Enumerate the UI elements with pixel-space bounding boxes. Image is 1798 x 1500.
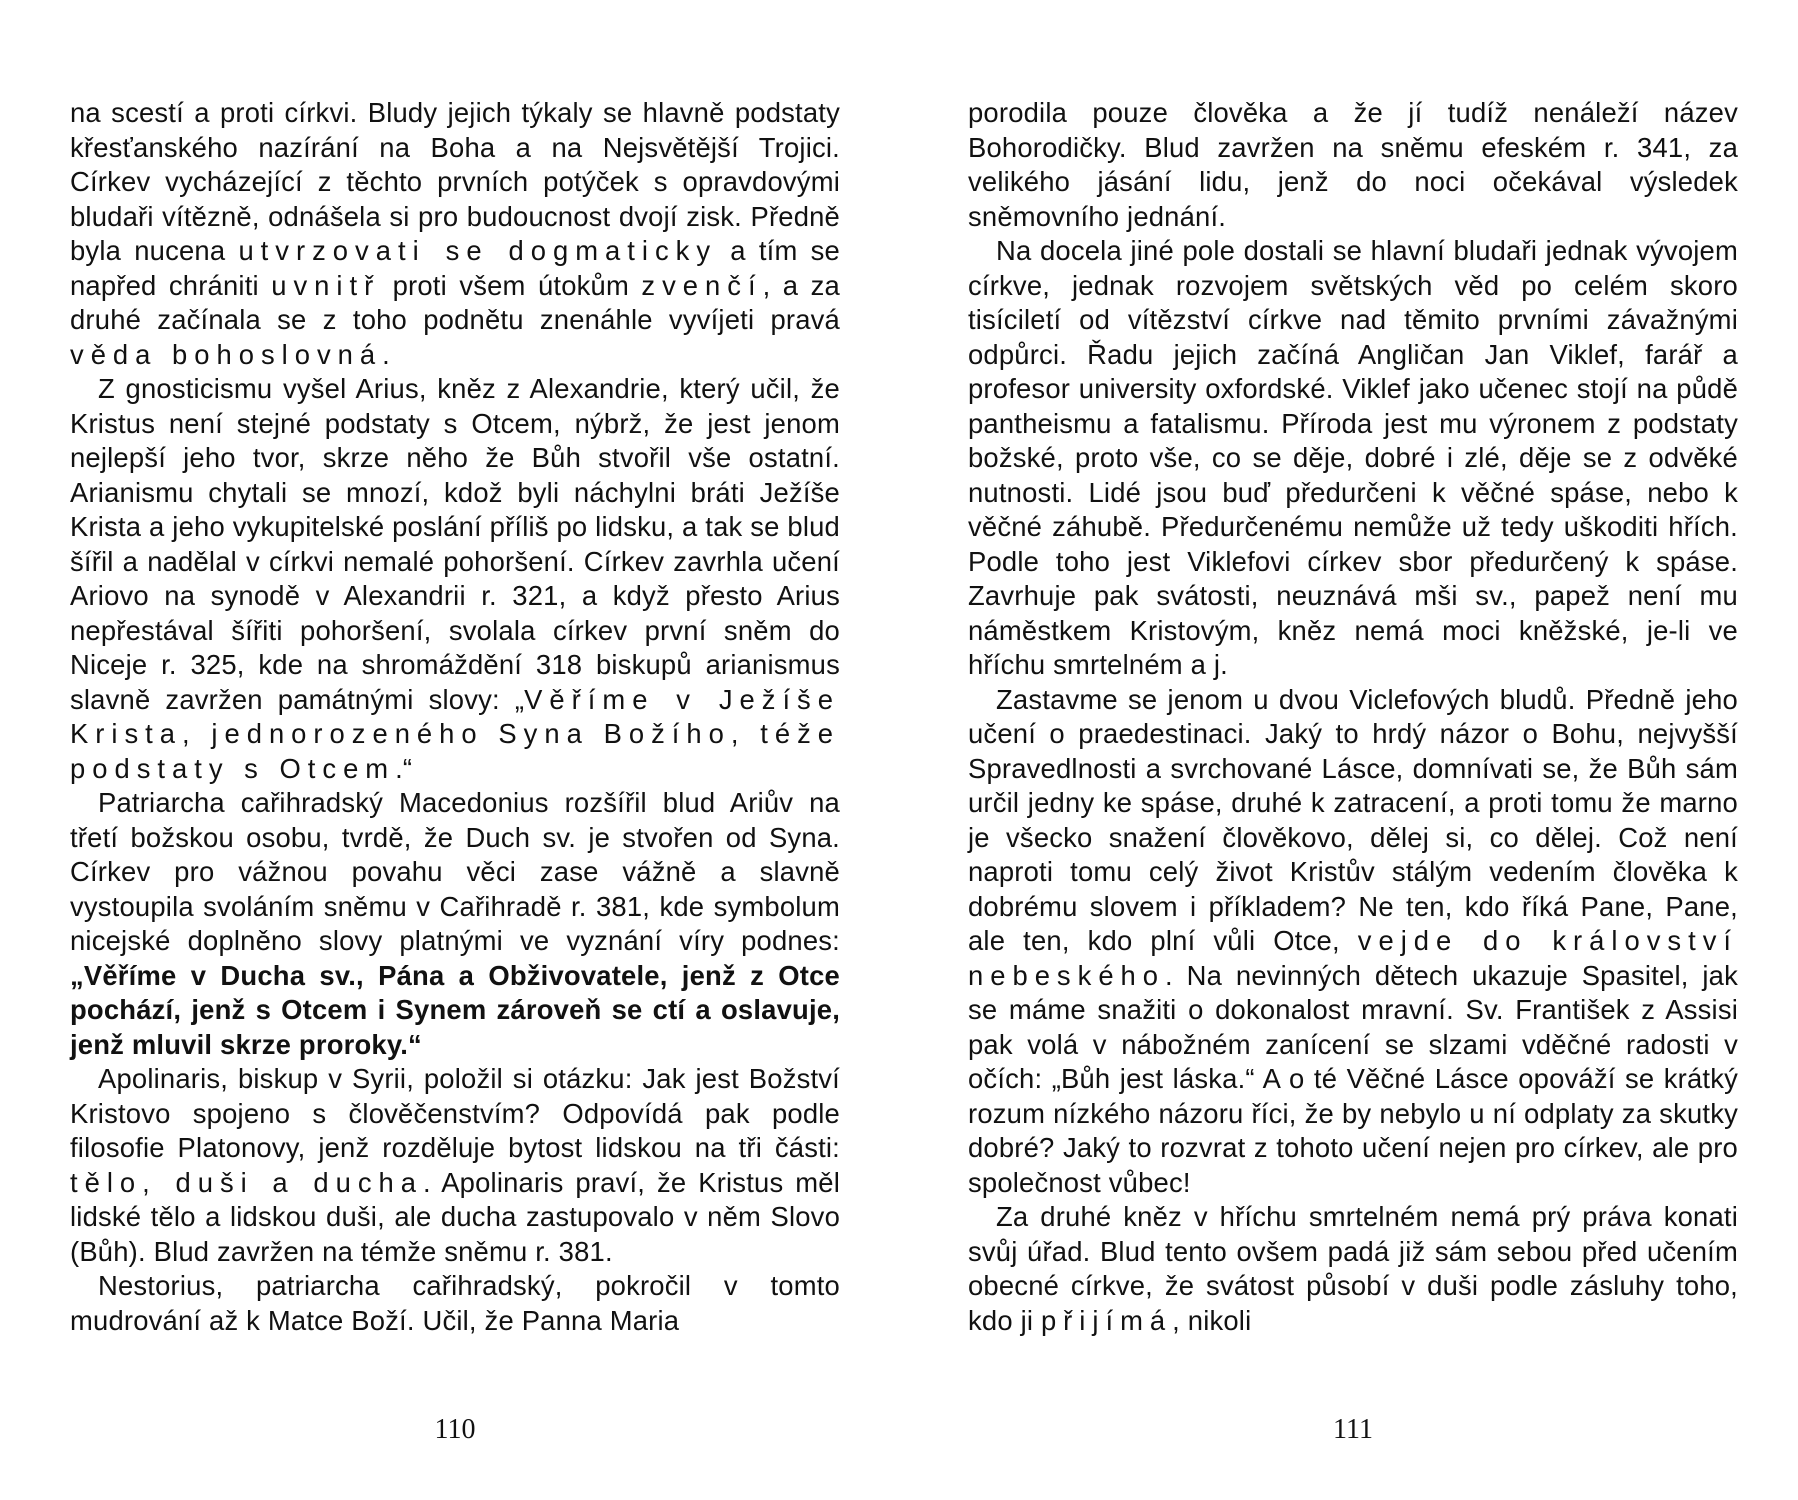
paragraph: Nestorius, patriarcha cařihradský, pokročil v tomto mudrování až k Matce Boží. Učil, že Panna Maria: [70, 1270, 840, 1336]
right-text-column: [968, 96, 1738, 1396]
paragraph: Patriarcha cařihradský Macedonius rozšířil blud Ariův na třetí božskou osobu, tvrdě, že Duch sv. je stvořen od Syna. Církev pro vážnou povahu věci zase vážně a slavně vystoupila svoláním sněmu v Cařihradě r. 381, kde symbolum nicejské doplněno slovy platnými ve vyznání víry podnes: „Věříme v Ducha sv., Pána a Obživovatele, jenž z Otce pochází, jenž s Otcem i Synem zároveň se ctí a oslavuje, jenž mluvil skrze proroky.“: [70, 787, 840, 1060]
paragraph: Na docela jiné pole dostali se hlavní bludaři jednak vývojem církve, jednak rozvojem světských věd po celém skoro tisíciletí od vítězství církve nad těmito prvními závažnými odpůrci. Řadu jejich začíná Angličan Jan Viklef, farář a profesor university oxfordské. Viklef jako učenec stojí na půdě pantheismu a fatalismu. Příroda jest mu výronem z podstaty božské, proto vše, co se děje, dobré i zlé, děje se z odvěké nutnosti. Lidé jsou buď předurčeni k věčné spáse, nebo k věčné záhubě. Předurčenému nemůže už tedy uškoditi hřích. Podle toho jest Viklefovi církev sbor předurčený k spáse. Zavrhuje pak svátosti, neuznává mši sv., papež není mu náměstkem Kristovým, kněz nemá moci kněžské, je-li ve hříchu smrtelném a j.: [968, 235, 1738, 680]
spaced-emphasis: Věříme v Ježíše Krista, jednorozeného Syna Božího, téže podstaty s Otcem: [70, 683, 840, 784]
spaced-emphasis: přijímá: [1040, 1304, 1173, 1336]
paragraph: Z gnosticismu vyšel Arius, kněz z Alexandrie, který učil, že Kristus není stejné podstaty s Otcem, nýbrž, že jest jenom nejlepší jeho tvor, skrze něho že Bůh stvořil vše ostatní. Arianismu chytali se mnozí, kdož byli náchylni bráti Ježíše Krista a jeho vykupitelské poslání příliš po lidsku, a tak se blud šířil a nadělal v církvi nemalé pohoršení. Církev zavrhla učení Ariovo na synodě v Alexandrii r. 321, a když přesto Arius nepřestával šířiti pohoršení, svolala církev první sněm do Niceje r. 325, kde na shromáždění 318 biskupů arianismus slavně zavržen památnými slovy: „Věříme v Ježíše Krista, jednorozeného Syna Božího, téže podstaty s Otcem.“: [70, 373, 840, 784]
paragraph: na scestí a proti církvi. Bludy jejich týkaly se hlavně podstaty křesťanského nazírání na Boha a na Nejsvětější Trojici. Církev vycházející z těchto prvních potýček s opravdovými bludaři vítězně, odnášela si pro budoucnost dvojí zisk. Předně byla nucena utvrzovati se dogmaticky a tím se napřed chrániti uvnitř proti všem útokům zvenčí, a za druhé začínala se z toho podnětu znenáhle vyvíjeti pravá věda bohoslovná.: [70, 97, 840, 370]
spaced-emphasis: uvnitř: [271, 269, 381, 301]
page-number: 110: [434, 1414, 476, 1445]
left-text-column: [70, 96, 840, 1396]
spaced-emphasis: věda bohoslovná: [70, 338, 383, 370]
spaced-emphasis: zvenčí: [641, 269, 763, 301]
paragraph: Zastavme se jenom u dvou Viclefových bludů. Předně jeho učení o praedestinaci. Jaký to hrdý názor o Bohu, nejvyšší Spravedlnosti a svrchované Lásce, domnívati se, že Bůh sám určil jedny ke spáse, druhé k zatracení, a proti tomu že marno je všecko snažení člověkovo, dělej si, co dělej. Což není naproti tomu celý život Kristův stálým vedením člověka k dobrému slovem i příkladem? Ne ten, kdo říká Pane, Pane, ale ten, kdo plní vůli Otce, vejde do království nebeského. Na nevinných dětech ukazuje Spasitel, jak se máme snažiti o dokonalost mravní. Sv. František z Assisi pak volá v nábožném zanícení se slzami vděčné radosti v očích: „Bůh jest láska.“ A o té Věčné Lásce opováží se krátký rozum nízkého názoru říci, že by nebylo u ní odplaty za skutky dobré? Jaký to rozvrat z tohoto učení nejen pro církev, ale pro společnost vůbec!: [968, 683, 1739, 1198]
spaced-emphasis: tělo, duši a ducha: [70, 1166, 423, 1198]
left-page: [70, 96, 840, 1456]
paragraph: Za druhé kněz v hříchu smrtelném nemá prý práva konati svůj úřad. Blud tento ovšem padá již sám sebou před učením obecné církve, že svátost působí v duši podle zásluhy toho, kdo ji přijímá, nikoli: [968, 1201, 1738, 1336]
paragraph: Apolinaris, biskup v Syrii, položil si otázku: Jak jest Božství Kristovo spojeno s člověčenstvím? Odpovídá pak podle filosofie Platonovy, jenž rozděluje bytost lidskou na tři části: tělo, duši a ducha. Apolinaris praví, že Kristus měl lidské tělo a lidskou duši, ale ducha zastupovalo v něm Slovo (Bůh). Blud zavržen na témže sněmu r. 381.: [70, 1063, 840, 1267]
page-number: 111: [1333, 1414, 1373, 1445]
spaced-emphasis: utvrzovati se dogmaticky: [238, 235, 718, 266]
bold-quote: „Věříme v Ducha sv., Pána a Obživovatele, jenž z Otce pochází, jenž s Otcem i Synem zároveň se ctí a oslavuje, jenž mluvil skrze proroky.“: [70, 959, 840, 1060]
right-page: [968, 96, 1738, 1456]
spaced-emphasis: vejde do království nebeského: [968, 925, 1739, 991]
paragraph: porodila pouze člověka a že jí tudíž nenáleží název Bohorodičky. Blud zavržen na sněmu efeském r. 341, za velikého jásání lidu, jenž do noci očekával výsledek sněmovního jednání.: [968, 97, 1738, 232]
